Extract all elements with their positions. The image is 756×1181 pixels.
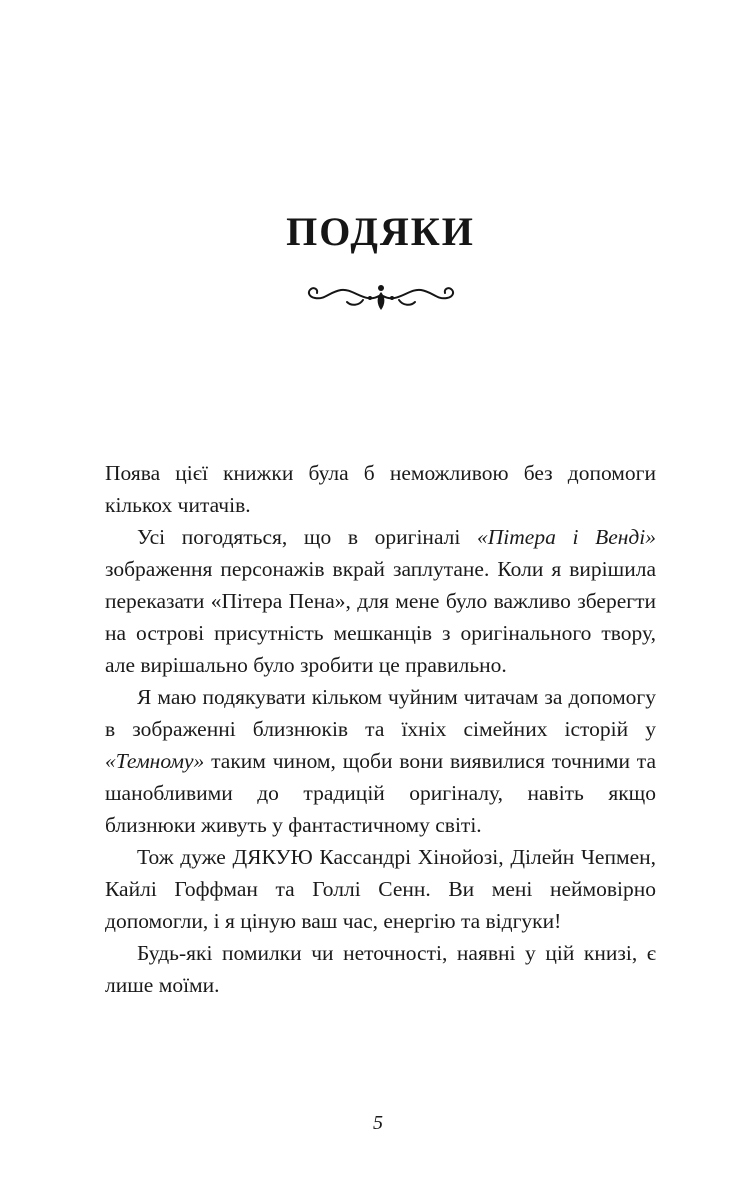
paragraph	[105, 457, 656, 521]
body-text	[105, 457, 656, 1001]
paragraph	[105, 521, 656, 681]
text-run: Поява цієї книжки була б неможливою без допомоги кількох читачів.	[105, 461, 656, 517]
text-run: Я маю подякувати кільком чуйним читачам за допомогу в зображенні близнюків та їхніх сімейних історій у	[105, 685, 656, 741]
paragraph	[105, 681, 656, 841]
italic-text-run: «Темному»	[105, 749, 205, 773]
chapter-title: ПОДЯКИ	[286, 209, 475, 254]
italic-text-run: «Пітера і Венді»	[477, 525, 657, 549]
paragraph	[105, 937, 656, 1001]
text-run: Будь-які помилки чи неточності, наявні у цій книзі, є лише моїми.	[105, 941, 656, 997]
text-run: зображення персонажів вкрай заплутане. Коли я вирішила переказати «Пітера Пена», для мене було важливо зберегти на острові присутність мешканців з оригінального твору, але вирішально було зробити це правильно.	[105, 557, 656, 677]
text-run: Тож дуже ДЯКУЮ Кассандрі Хінойозі, Ділейн Чепмен, Кайлі Гоффман та Голлі Сенн. Ви мені неймовірно допомогли, і я ціную ваш час, енергію та відгуки!	[105, 845, 656, 933]
text-run: таким чином, щоби вони виявилися точними та шанобливими до традицій оригіналу, навіть якщо близнюки живуть у фантастичному світі.	[105, 749, 656, 837]
page-number: 5	[373, 1112, 383, 1134]
text-run: Усі погодяться, що в оригіналі	[137, 525, 478, 549]
paragraph	[105, 841, 656, 937]
floral-flourish-icon	[105, 280, 656, 319]
